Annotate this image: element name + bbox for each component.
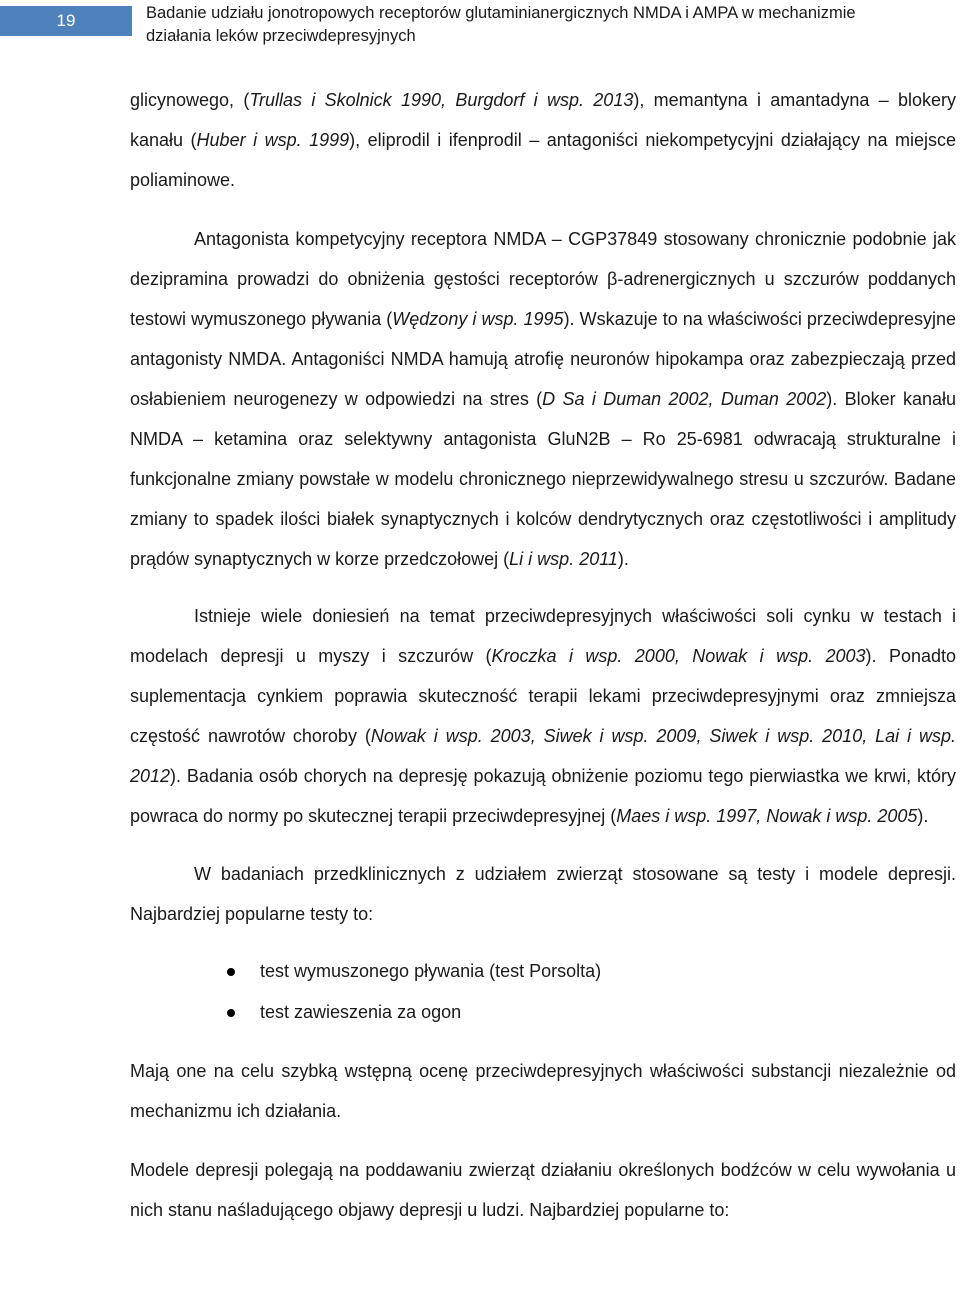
page-number: 19 — [0, 6, 132, 36]
citation: Huber i wsp. 1999 — [196, 130, 350, 150]
text-run: glicynowego, ( — [130, 90, 250, 110]
paragraph-preclinical-tests: W badaniach przedklinicznych z udziałem zwierząt stosowane są testy i modele depresji. Najbardziej popularne testy to: — [130, 864, 956, 924]
text-run: ). Badania osób chorych na depresję pokazują obniżenie poziomu tego pierwiastka we krwi, który powraca do normy po skutecznej terapii przeciwdepresyjnej ( — [130, 766, 956, 826]
list-item-text: test wymuszonego pływania (test Porsolta) — [260, 961, 602, 981]
text-run: ). — [917, 806, 929, 826]
text-run: ), memantyna i amantadyna – blokery kanału ( — [130, 90, 957, 150]
bullet-icon — [227, 1009, 235, 1017]
bullet-list-tests — [130, 951, 956, 1033]
text-run: ). Wskazuje to na właściwości przeciwdepresyjne antagonisty NMDA. Antagoniści NMDA hamują atrofię neuronów hipokampa oraz zabezpieczają przed osłabieniem neurogenezy w odpowiedzi na stres ( — [130, 309, 956, 409]
text-run: Istnieje wiele doniesień na temat przeciwdepresyjnych właściwości soli cynku w testach i modelach depresji u myszy i szczurów ( — [130, 606, 956, 666]
page-header — [0, 0, 960, 50]
running-title-line-1: Badanie udziału jonotropowych receptorów glutaminianergicznych NMDA i AMPA w mechanizmie — [146, 4, 856, 22]
citation: Kroczka i wsp. 2000, Nowak i wsp. 2003 — [491, 646, 866, 666]
citation: Wędzony i wsp. 1995 — [392, 309, 564, 329]
running-title-line-2: działania leków przeciwdepresyjnych — [146, 27, 416, 45]
page-body — [130, 80, 956, 1230]
bullet-icon — [227, 968, 235, 976]
citation: Maes i wsp. 1997, Nowak i wsp. 2005 — [616, 806, 918, 826]
citation: Nowak i wsp. 2003, Siwek i wsp. 2009, Siwek i wsp. 2010, Lai i wsp. 2012 — [130, 726, 956, 786]
text-run: Antagonista kompetycyjny receptora NMDA – CGP37849 stosowany chronicznie podobnie jak dezipramina prowadzi do obniżenia gęstości receptorów β-adrenergicznych u szczurów poddanych testowi wymuszonego pływania ( — [130, 229, 956, 329]
running-title — [146, 2, 956, 48]
list-item-text: test zawieszenia za ogon — [260, 1002, 462, 1022]
paragraph-continuation — [130, 80, 956, 200]
paragraph-nmda-antagonists — [130, 219, 956, 579]
paragraph-zinc — [130, 596, 956, 836]
paragraph-test-purpose: Mają one na celu szybką wstępną ocenę przeciwdepresyjnych właściwości substancji niezależnie od mechanizmu ich działania. — [130, 1061, 956, 1121]
paragraph-depression-models: Modele depresji polegają na poddawaniu zwierząt działaniu określonych bodźców w celu wywołania u nich stanu naśladującego objawy depresji u ludzi. Najbardziej popularne to: — [130, 1160, 956, 1220]
text-run: ). Ponadto suplementacja cynkiem poprawia skuteczność terapii lekami przeciwdepresyjnymi oraz zmniejsza częstość nawrotów choroby ( — [130, 646, 957, 746]
list-item — [130, 992, 956, 1033]
text-run: ). — [617, 549, 629, 569]
citation: Trullas i Skolnick 1990, Burgdorf i wsp. 2013 — [249, 90, 634, 110]
list-item — [130, 951, 956, 992]
text-run: ), eliprodil i ifenprodil – antagoniści niekompetycyjni działający na miejsce poliaminowe. — [130, 130, 956, 190]
citation: D Sa i Duman 2002, Duman 2002 — [542, 389, 827, 409]
citation: Li i wsp. 2011 — [509, 549, 618, 569]
text-run: ). Bloker kanału NMDA – ketamina oraz selektywny antagonista GluN2B – Ro 25-6981 odwracają strukturalne i funkcjonalne zmiany powstałe w modelu chronicznego nieprzewidywalnego stresu u szczurów. Badane zmiany to spadek ilości białek synaptycznych i kolców dendrytycznych oraz częstotliwości i amplitudy prądów synaptycznych w korze przedczołowej ( — [130, 389, 956, 569]
